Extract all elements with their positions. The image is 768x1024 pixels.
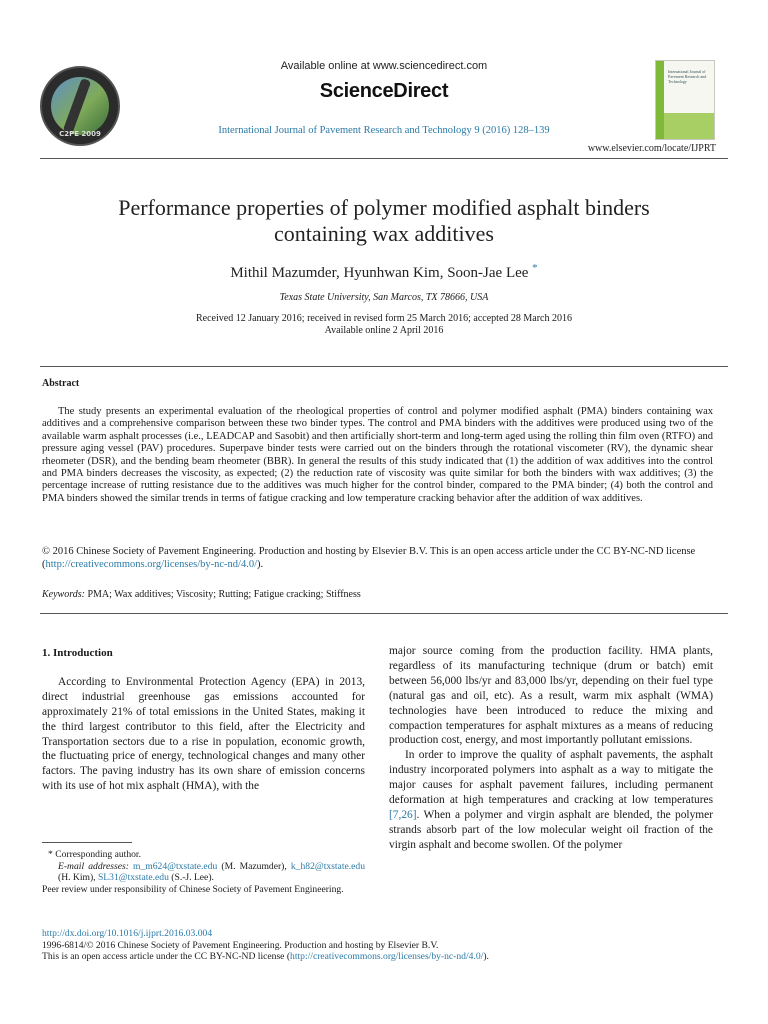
abstract-text: The study presents an experimental evaluation of the rheological properties of control and polymer modified asphalt (PMA) binders containing wax additives and a comprehensive comparison between these two binder types. The control and PMA binders with the additives were produced using two of the available warm asphalt processes (i.e., LEADCAP and Sasobit) and then artificially short-term and long-term aged using the rolling thin film oven (RTFO) and pressure aging vessel (PAV) procedures. Superpave binder tests were carried out on the binders through the rotational viscometer (RV), the dynamic shear rheometer (DSR), and the bending beam rheometer (BBR). In general the results of this study indicated that (1) the addition of wax additives into the control and PMA binders decreases the viscosity, as expected; (2) the reduction rate of viscosity was quite similar for both the binders with wax additives; (3) the percentage increase of rutting resistance due to the additives was much higher for the control binder, compared to the PMA binder; (4) both the control and PMA binders showed the similar trends in terms of fatigue cracking and low temperature cracking behavior after the addition of wax additives.: [42, 406, 713, 504]
keywords-label: Keywords:: [42, 589, 85, 600]
cover-title: International Journal of Pavement Research and Technology: [668, 69, 707, 84]
email-link[interactable]: m_m624@txstate.edu: [133, 860, 218, 872]
keywords-divider: [40, 613, 728, 614]
license-link[interactable]: http://creativecommons.org/licenses/by-nc-nd/4.0/: [45, 558, 258, 570]
article-dates: [0, 313, 768, 337]
body-column-right: [389, 644, 713, 853]
issn-line: 1996-6814/© 2016 Chinese Society of Pavement Engineering. Production and hosting by Elsevier B.V.: [42, 939, 439, 951]
journal-citation[interactable]: International Journal of Pavement Research and Technology 9 (2016) 128–139: [218, 125, 550, 136]
available-online: Available online at www.sciencedirect.com: [280, 60, 488, 72]
author-list: [0, 262, 768, 282]
abstract-divider: [40, 366, 728, 367]
body-column-left: [42, 646, 365, 794]
corresponding-author-mark[interactable]: *: [532, 262, 538, 274]
corresponding-note: * Corresponding author.: [48, 849, 141, 860]
title-line-1: Performance properties of polymer modified asphalt binders: [118, 195, 650, 220]
keywords-list: PMA; Wax additives; Viscosity; Rutting; Fatigue cracking; Stiffness: [87, 589, 361, 600]
footnotes: [42, 849, 365, 895]
license-link[interactable]: http://creativecommons.org/licenses/by-nc-nd/4.0/: [290, 951, 484, 962]
title-line-2: containing wax additives: [274, 221, 494, 246]
email-link[interactable]: k_h82@txstate.edu: [290, 860, 365, 872]
doi-link[interactable]: http://dx.doi.org/10.1016/j.ijprt.2016.03.004: [42, 928, 213, 939]
keywords: [42, 589, 361, 600]
affiliation: Texas State University, San Marcos, TX 78666, USA: [279, 292, 489, 303]
header-divider: [40, 158, 728, 159]
body-paragraph: According to Environmental Protection Agency (EPA) in 2013, direct industrial greenhouse gas emissions accounted for approximately 21% of total emissions in the United States, making it the third largest contributor to this field, after the Electricity and Transportation sectors due to a rise in population, economic growth, the fluctuating price of energy, technological changes and many other factors. The paving industry has its own share of emission concerns with its use of hot mix asphalt (HMA), with the: [42, 675, 365, 793]
body-paragraph: In order to improve the quality of asphalt pavements, the asphalt industry incorporated polymers into asphalt as a way to mitigate the major causes for asphalt pavement failures, including permanent deformation at high temperatures and cracking at low temperatures [7,26]. When a polymer and virgin asphalt are blended, the polymer strands absorb part of the low molecular weight oil fraction of the virgin asphalt and become swollen. Of the polymer: [389, 749, 713, 851]
peer-review-note: Peer review under responsibility of Chinese Society of Pavement Engineering.: [42, 883, 344, 895]
citation-link[interactable]: [7,26]: [389, 808, 417, 821]
footnote-divider: [42, 842, 132, 843]
article-title: [40, 195, 728, 247]
journal-url[interactable]: www.elsevier.com/locate/IJPRT: [587, 143, 716, 154]
received-dates: Received 12 January 2016; received in revised form 25 March 2016; accepted 28 March 2016: [196, 313, 572, 324]
open-access-line: This is an open access article under the CC BY-NC-ND license (http://creativecommons.org/licenses/by-nc-nd/4.0/).: [42, 951, 489, 962]
sciencedirect-brand[interactable]: ScienceDirect: [319, 80, 449, 102]
article-footer: [42, 928, 489, 963]
email-note: E-mail addresses: m_m624@txstate.edu (M. Mazumder), k_h82@txstate.edu (H. Kim), SL31@txstate.edu (S.-J. Lee).: [58, 860, 365, 884]
logo-text: C2PE 2009: [59, 130, 101, 138]
email-link[interactable]: SL31@txstate.edu: [97, 872, 169, 884]
abstract-heading: Abstract: [42, 378, 80, 389]
body-paragraph: major source coming from the production facility. HMA plants, regardless of its manufacturing technique (drum or batch) emit between 56,000 lbs/yr and 83,000 lbs/yr, depending on their fuel type (natural gas and oil, etc). As a result, warm mix asphalt (WMA) technologies have been introduced to reduce the mixing and compaction temperatures for asphalt mixtures as a means of reducing production cost, energy, and most importantly pollutant emissions.: [389, 645, 713, 747]
section-heading: 1. Introduction: [42, 647, 113, 659]
journal-cover-image: [655, 60, 715, 140]
abstract-copyright: © 2016 Chinese Society of Pavement Engineering. Production and hosting by Elsevier B.V. This is an open access article under the CC BY-NC-ND license (http://creativecommons.org/licenses/by-nc-nd/4.0/).: [42, 546, 696, 570]
online-date: Available online 2 April 2016: [324, 325, 444, 336]
authors-text: Mithil Mazumder, Hyunhwan Kim, Soon-Jae Lee: [230, 265, 529, 281]
